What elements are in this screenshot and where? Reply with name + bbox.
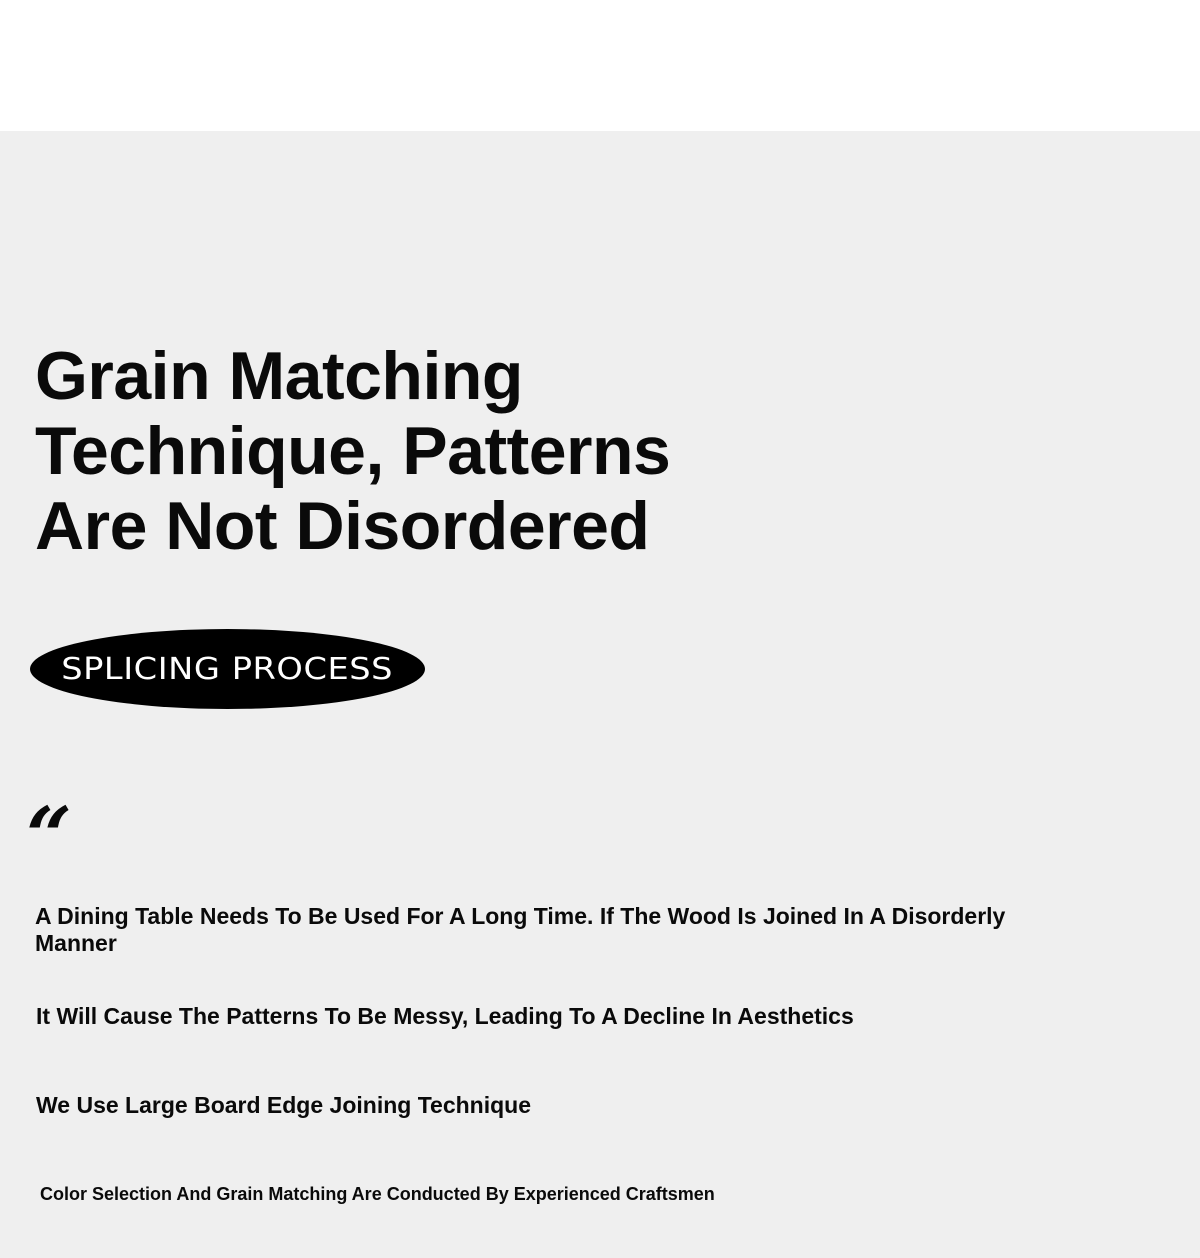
badge-label: SPLICING PROCESS bbox=[61, 651, 394, 687]
quote-icon: “ bbox=[26, 789, 73, 883]
title-line: Grain Matching bbox=[35, 338, 523, 414]
paragraph-2: It Will Cause The Patterns To Be Messy, Leading To A Decline In Aesthetics bbox=[36, 1003, 854, 1029]
splicing-process-badge bbox=[30, 629, 425, 709]
paragraph-3: We Use Large Board Edge Joining Technique bbox=[36, 1092, 532, 1118]
title-line: Technique, Patterns bbox=[35, 413, 671, 489]
paragraph-4: Color Selection And Grain Matching Are Conducted By Experienced Craftsmen bbox=[40, 1184, 715, 1204]
paragraph-1: A Dining Table Needs To Be Used For A Long Time. If The Wood Is Joined In A Disorderly Manner bbox=[35, 903, 1006, 956]
section-title bbox=[35, 339, 795, 564]
content-section bbox=[0, 131, 1200, 1258]
page-header bbox=[0, 0, 1200, 131]
title-line: Are Not Disordered bbox=[35, 488, 650, 564]
